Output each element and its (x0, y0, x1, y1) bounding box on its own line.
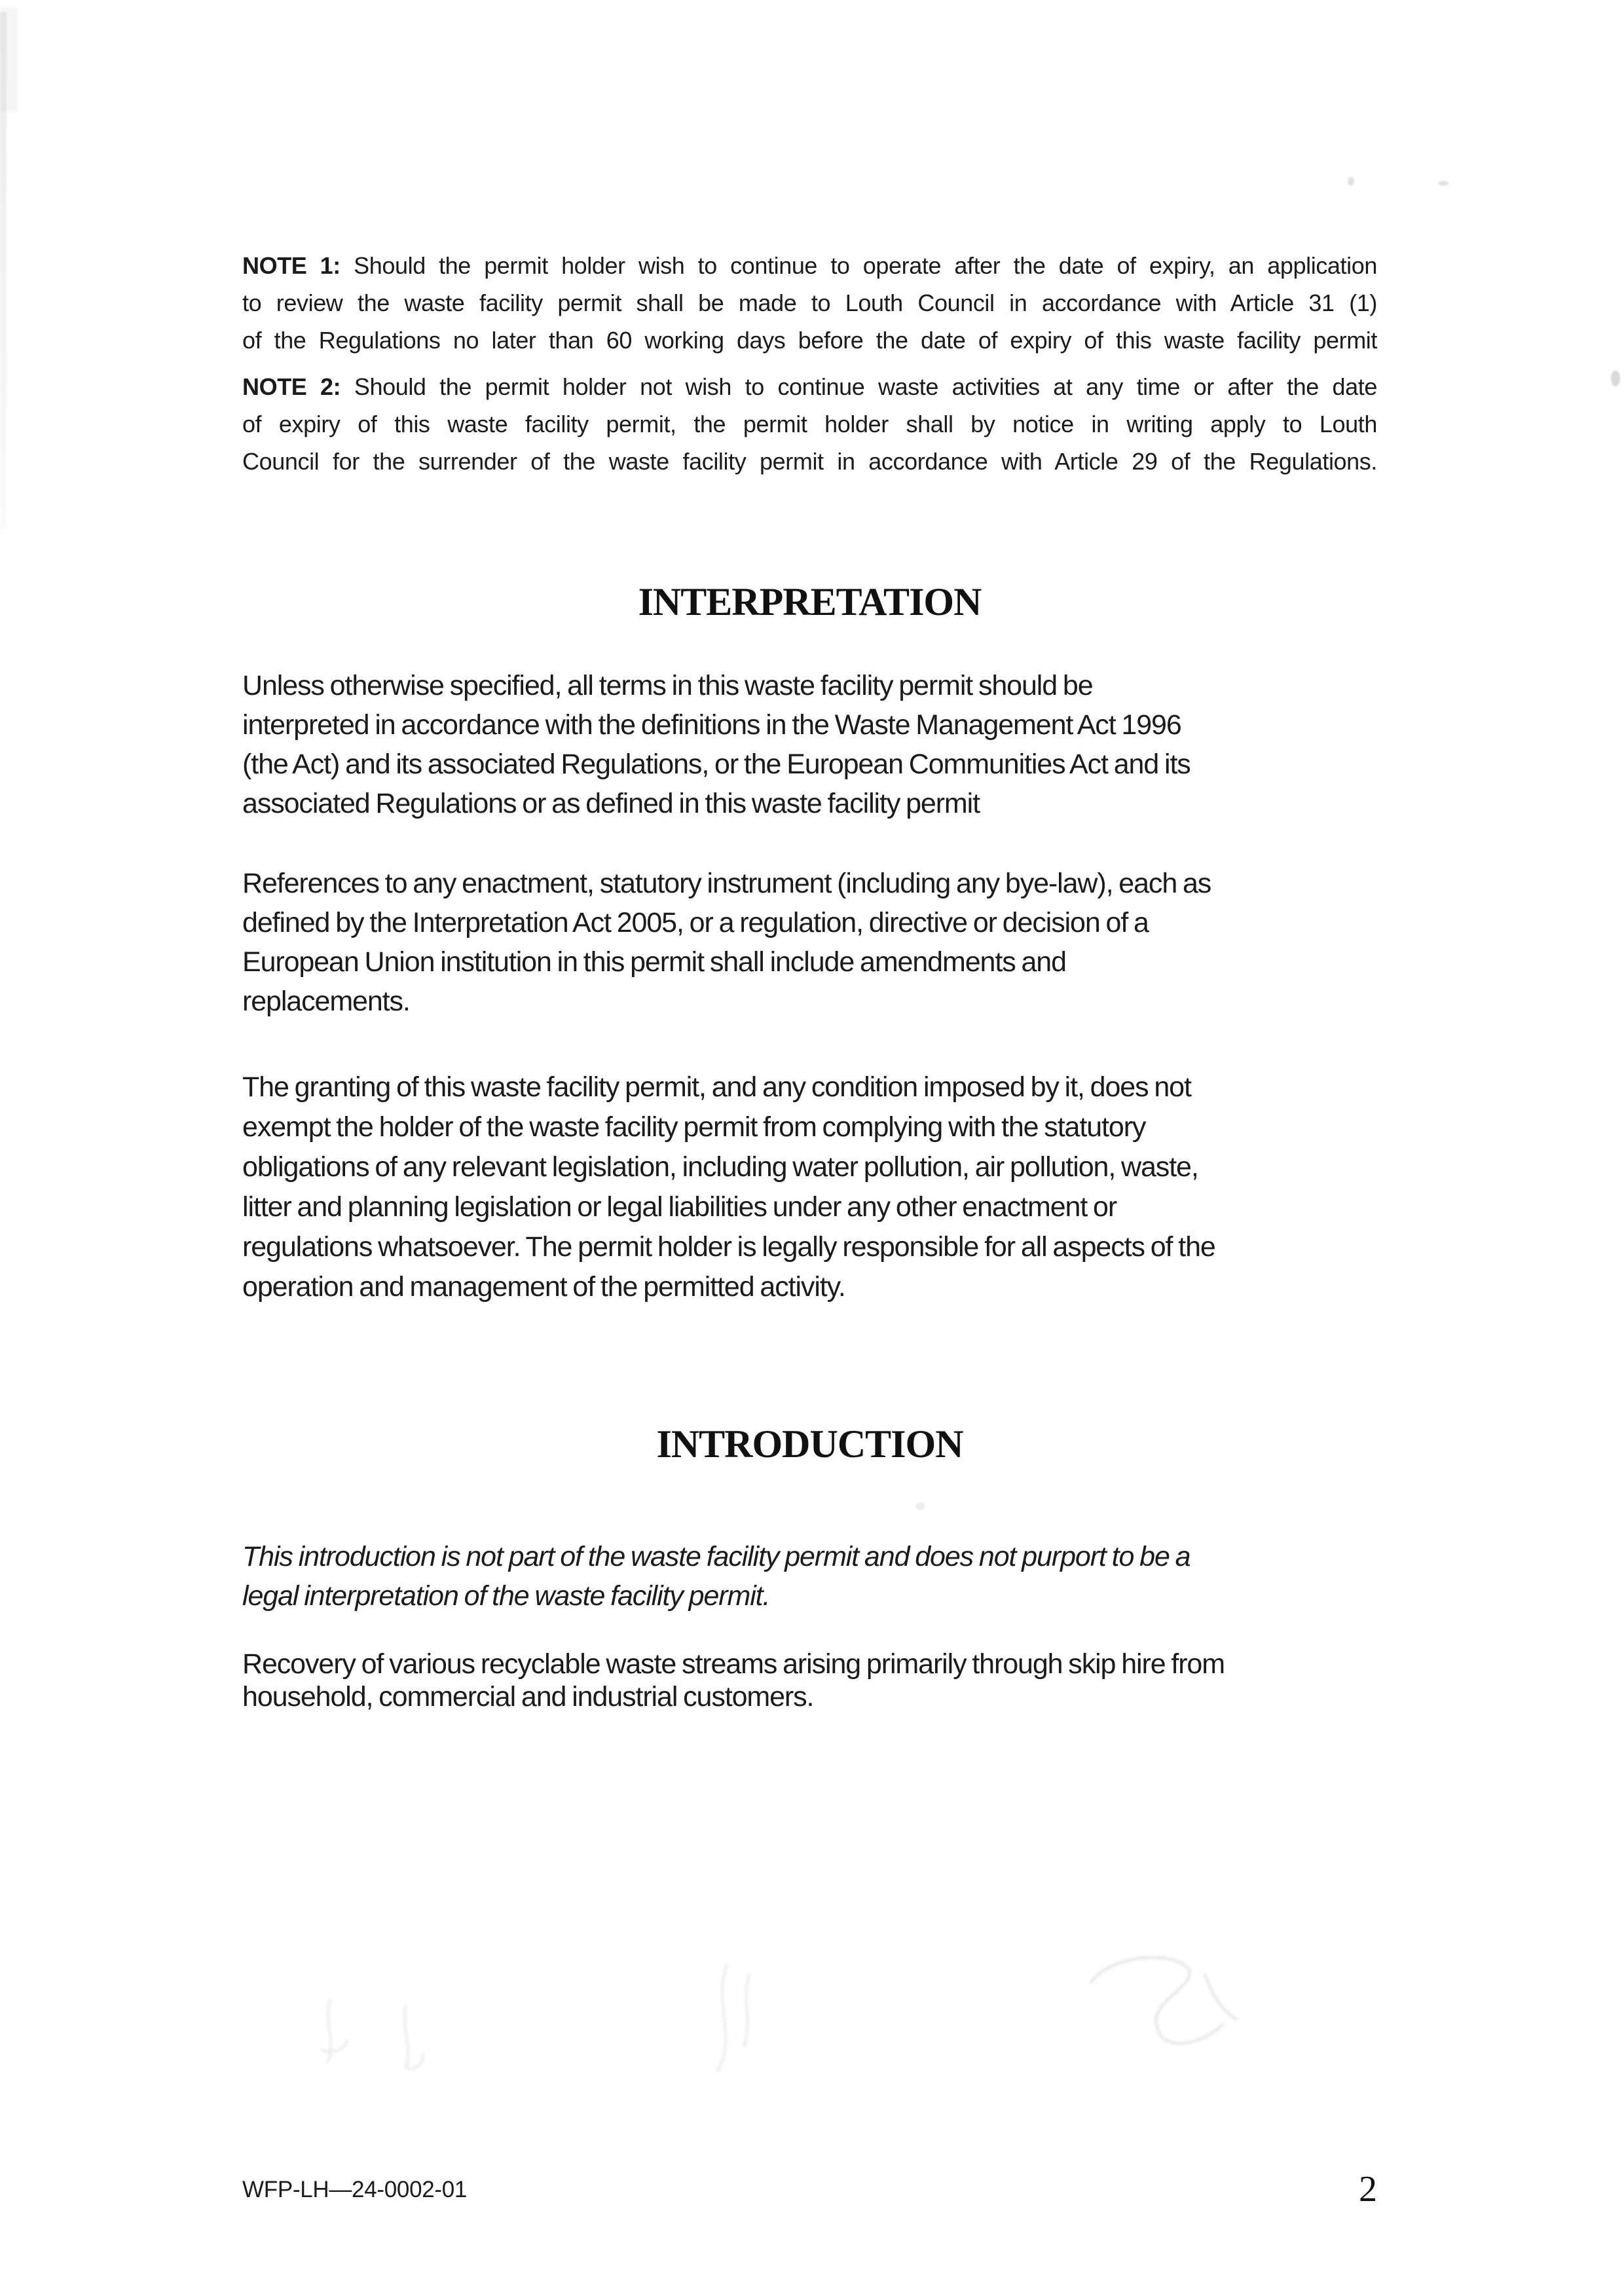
scan-artifact-left-edge (0, 12, 7, 529)
note-2-line-2: of expiry of this waste facility permit, the permit holder shall by notice in writing apply to Louth (242, 411, 1377, 437)
paragraph-line: Recovery of various recyclable waste streams arising primarily through skip hire from (242, 1648, 1225, 1680)
paragraph-line: operation and management of the permitted activity. (242, 1271, 845, 1303)
paragraph-line: Unless otherwise specified, all terms in this waste facility permit should be (242, 670, 1093, 701)
scan-artifact-speck (915, 1502, 925, 1510)
paragraph-line: European Union institution in this permit shall include amendments and (242, 946, 1066, 978)
paragraph-line: obligations of any relevant legislation, including water pollution, air pollution, waste, (242, 1151, 1198, 1183)
paragraph-line: This introduction is not part of the waste facility permit and does not purport to be a (242, 1541, 1190, 1572)
scan-artifact-smudge (1067, 1948, 1257, 2066)
paragraph-line: associated Regulations or as defined in this waste facility permit (242, 788, 980, 819)
interpretation-paragraph-1 (242, 666, 1395, 823)
interpretation-paragraph-2 (242, 864, 1395, 1021)
paragraph-line: legal interpretation of the waste facility permit. (242, 1580, 770, 1612)
introduction-activity-paragraph (242, 1648, 1395, 1713)
paragraph-line: (the Act) and its associated Regulations, or the European Communities Act and its (242, 749, 1190, 780)
paragraph-line: replacements. (242, 986, 410, 1017)
introduction-heading: INTRODUCTION (656, 1422, 963, 1466)
document-reference-number: WFP-LH—24-0002-01 (242, 2177, 468, 2202)
note-1-line-2: to review the waste facility permit shall be made to Louth Council in accordance with Article 31 (1) (242, 289, 1377, 316)
scan-artifact-speck (1348, 177, 1354, 186)
paragraph-line: interpreted in accordance with the definitions in the Waste Management Act 1996 (242, 709, 1181, 741)
note-2-paragraph (242, 368, 1377, 480)
page-number: 2 (1359, 2169, 1377, 2210)
scan-artifact-smudge (308, 1978, 491, 2083)
note-2-line-3: Council for the surrender of the waste facility permit in accordance with Article 29 of the Regulations. (242, 448, 1377, 475)
note-2-line-1-text: Should the permit holder not wish to continue waste activities at any time or after the date (341, 373, 1378, 400)
scan-artifact-speck (1611, 371, 1620, 386)
paragraph-line: defined by the Interpretation Act 2005, or a regulation, directive or decision of a (242, 907, 1149, 938)
note-1-line-1-text: Should the permit holder wish to continue to operate after the date of expiry, an application (340, 252, 1377, 279)
note-2-label: NOTE 2: (242, 373, 341, 400)
paragraph-line: regulations whatsoever. The permit holder is legally responsible for all aspects of the (242, 1231, 1215, 1263)
introduction-disclaimer-paragraph (242, 1537, 1395, 1616)
interpretation-paragraph-3 (242, 1067, 1395, 1307)
note-1-line-3: of the Regulations no later than 60 working days before the date of expiry of this waste facility permit (242, 327, 1377, 354)
paragraph-line: household, commercial and industrial customers. (242, 1681, 814, 1713)
paragraph-line: The granting of this waste facility permit, and any condition imposed by it, does not (242, 1071, 1191, 1103)
note-1-paragraph (242, 247, 1377, 359)
scan-artifact-speck (1438, 181, 1449, 186)
paragraph-line: References to any enactment, statutory instrument (including any bye-law), each as (242, 868, 1211, 899)
paragraph-line: exempt the holder of the waste facility permit from complying with the statutory (242, 1111, 1146, 1143)
paragraph-line: litter and planning legislation or legal liabilities under any other enactment or (242, 1191, 1117, 1223)
note-1-line-1 (242, 247, 1377, 284)
note-1-label: NOTE 1: (242, 252, 341, 279)
interpretation-heading: INTERPRETATION (638, 580, 982, 623)
note-2-line-1 (242, 368, 1377, 405)
scan-artifact-smudge (681, 1958, 812, 2076)
